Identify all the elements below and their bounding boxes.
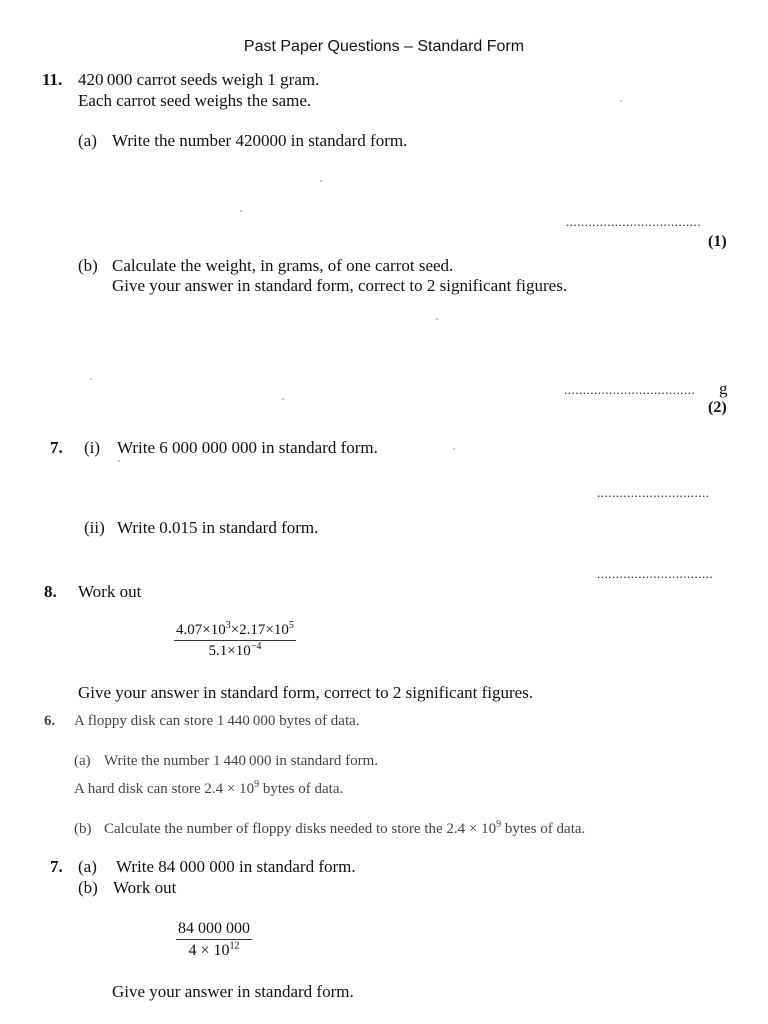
question-11a-answer-line: .................................... [566,214,701,229]
question-7b-denominator-exponent: 12 [229,940,240,952]
question-11b-marks: (2) [708,399,727,416]
question-11a-marks: (1) [708,233,727,250]
hard-disk-text-part-b: bytes of data. [259,781,344,797]
question-6a-text: Write the number 1 440 000 in standard form. [104,753,379,769]
numerator-term-a-exponent: 3 [225,620,231,631]
question-11a-text: Write the number 420000 in standard form. [112,131,408,150]
question-7b-number: 7. [50,857,63,876]
question-8-number: 8. [44,582,57,601]
scan-speck [436,318,438,320]
question-8-fraction-denominator [174,641,296,660]
question-11b-label: (b) [78,256,98,275]
question-6a-label: (a) [74,753,91,769]
question-11b-text-1: Calculate the weight, in grams, of one carrot seed. [112,256,454,275]
question-6b-exponent: 9 [496,819,502,830]
question-7b-b-text: Work out [113,878,177,897]
question-7b-a-label: (a) [78,857,97,876]
question-8-fraction [174,622,296,660]
question-7i-label: (i) [84,438,101,457]
question-6-hard-disk-text [74,781,343,798]
question-7ii-label: (ii) [84,518,105,537]
scan-speck [453,448,455,450]
question-11-line-1: 420 000 carrot seeds weigh 1 gram. [78,70,320,89]
denominator-term: 5.1×10 [208,643,251,659]
question-11b-text-2: Give your answer in standard form, correct to 2 significant figures. [112,276,568,295]
question-8-fraction-numerator [174,622,296,641]
scan-speck [320,180,322,182]
question-7-number: 7. [50,438,63,457]
question-11-line-2: Each carrot seed weighs the same. [78,91,312,110]
page-title: Past Paper Questions – Standard Form [243,38,525,55]
question-7b-fraction-denominator [176,940,252,960]
hard-disk-exponent: 9 [254,779,260,790]
question-7ii-answer-line: ............................... [597,566,714,581]
question-11-number: 11. [42,70,63,89]
scan-speck [90,378,92,380]
scan-speck [240,210,242,212]
question-7i-text: Write 6 000 000 000 in standard form. [117,438,378,457]
scan-speck [118,460,120,462]
question-6b-text [104,821,585,838]
hard-disk-text-part-a: A hard disk can store 2.4 × 10 [74,781,255,797]
question-6-text: A floppy disk can store 1 440 000 bytes of data. [74,713,360,729]
question-7b-fraction [176,920,252,960]
question-6-number: 6. [44,713,56,729]
question-7b-b-label: (b) [78,878,98,897]
question-7ii-text: Write 0.015 in standard form. [117,518,319,537]
question-7b-instruction: Give your answer in standard form. [112,982,354,1001]
question-6b-text-part-b: bytes of data. [501,821,586,837]
numerator-term-a: 4.07×10 [176,622,226,638]
question-8-instruction: Give your answer in standard form, correct to 2 significant figures. [78,683,534,702]
denominator-exponent: −4 [250,641,262,652]
scan-speck [282,398,284,400]
numerator-term-b-exponent: 5 [288,620,294,631]
question-7b-fraction-numerator: 84 000 000 [176,920,252,940]
numerator-term-b: ×2.17×10 [230,622,289,638]
question-8-text: Work out [78,582,142,601]
question-7b-denominator-term: 4 × 10 [188,942,230,959]
question-6b-label: (b) [74,821,92,837]
question-6b-text-part-a: Calculate the number of floppy disks needed to store the 2.4 × 10 [104,821,497,837]
question-11b-answer-line: ................................... [564,382,696,397]
question-11a-label: (a) [78,131,97,150]
question-11b-unit: g [719,379,728,398]
question-7b-a-text: Write 84 000 000 in standard form. [116,857,356,876]
scan-speck [620,100,622,102]
question-7i-answer-line: .............................. [597,485,710,500]
